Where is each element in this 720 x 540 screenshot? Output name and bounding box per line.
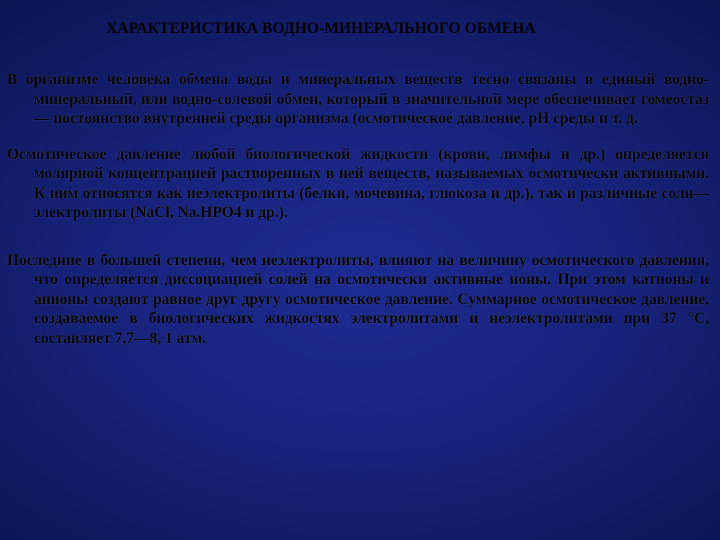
paragraph-osmotic-pressure: Осмотическое давление любой биологической жидкости (крови, лимфы и др.) определяется молярной концентрацией растворенных в ней веществ, называемых осмотически активными. К ним относятся как неэлектролиты (белки, мочевина, глюкоза и др.), так и различные соли— электролиты (NaCl, Na.HPO4 и др.). xyxy=(7,145,709,221)
paragraph-water-mineral-exchange: В организме человека обмена воды и минеральных веществ тесно связаны в единый водно-минеральный, или водно-солевой обмен, который в значительной мере обеспечивает гомеостаз — постоянство внутренней среды организма (осмотическое давление, pH среды и т. д. xyxy=(7,71,709,127)
slide-title: ХАРАКТЕРИСТИКА ВОДНО-МИНЕРАЛЬНОГО ОБМЕНА xyxy=(106,20,536,37)
slide-body xyxy=(7,70,709,348)
paragraph-electrolytes: Последние в большей степени, чем неэлектролиты, влияют на величину осмотического давления, что определяется диссоциацией солей на осмотически активные ионы. При этом катионы и анионы создают равное друг другу осмотическое давление. Суммарное осмотическое давление, создаваемое в биологических жидкостях электролитами и неэлектролитами при 37 °С, составляет 7,7—8, 1 атм. xyxy=(7,251,709,347)
